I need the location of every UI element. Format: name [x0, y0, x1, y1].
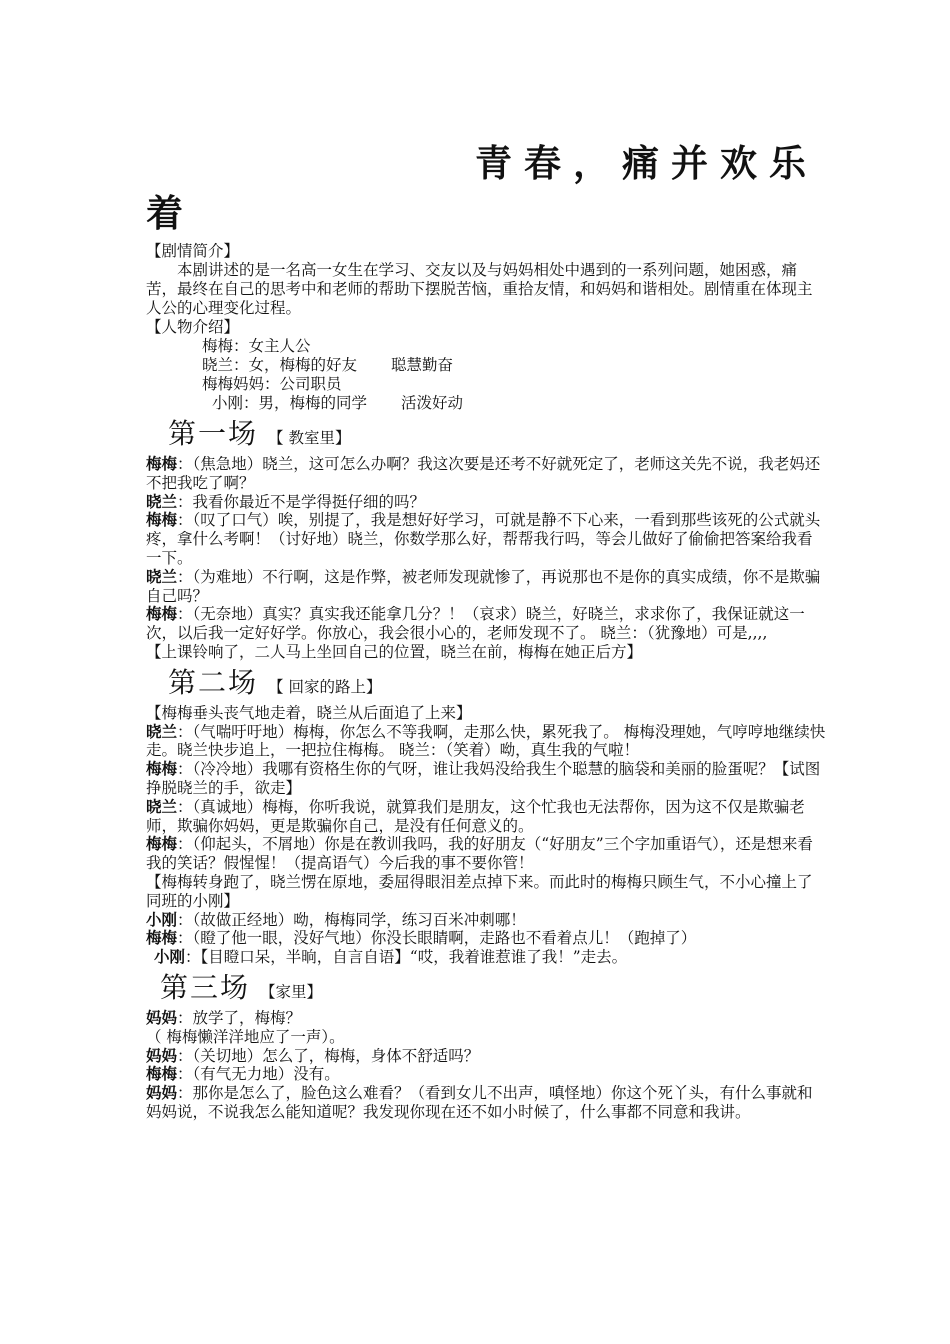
dialogue-line: [146, 1065, 826, 1084]
dialogue-line: [146, 704, 826, 723]
dialogue-line: [146, 911, 826, 930]
scene-heading: [146, 666, 826, 704]
dialogue-text: ：（关切地）怎么了，梅梅，身体不舒适吗？: [177, 1046, 480, 1065]
speaker-name: 妈妈: [146, 1045, 178, 1065]
dialogue-text: ：（为难地）不行啊，这是作弊，被老师发现就惨了，再说那也不是你的真实成绩，你不是欺骗自己吗？: [146, 567, 821, 605]
speaker-name: 梅梅: [146, 759, 178, 779]
play-title-line-1: 青春，痛并欢乐: [475, 141, 818, 185]
dialogue-line: [146, 568, 826, 606]
scene-title: 第二场: [168, 665, 259, 699]
intro-text: 本剧讲述的是一名高一女生在学习、交友以及与妈妈相处中遇到的一系列问题，她困惑，痛苦，最终在自己的思考中和老师的帮助下摆脱苦恼，重拾友情，和妈妈和谐相处。剧情重在体现主人公的心理变化过程。: [146, 261, 813, 317]
dialogue-text: ：（真诚地）梅梅，你听我说，就算我们是朋友，这个忙我也无法帮你，因为这不仅是欺骗老师，欺骗你妈妈，更是欺骗你自己，是没有任何意义的。: [146, 797, 805, 835]
character-item: 晓兰：女，梅梅的好友 聪慧勤奋: [202, 356, 454, 374]
characters-heading: 【人物介绍】: [146, 318, 240, 336]
speaker-name: 小刚: [154, 947, 186, 967]
dialogue-line: [146, 1047, 826, 1066]
speaker-name: 晓兰: [146, 721, 178, 741]
dialogue-text: ：（仰起头，不屑地）你是在教训我吗，我的好朋友（“好朋友”三个字加重语气），还是想来看我的笑话？假惺惺！（提高语气）今后我的事不要你管！: [146, 835, 813, 873]
dialogue-text: ：（焦急地）晓兰，这可怎么办啊？我这次要是还考不好就死定了，老师这关先不说，我老妈还不把我吃了啊？: [146, 455, 821, 492]
scene-location: 【 回家的路上】: [268, 677, 382, 696]
scene-title: 第三场: [160, 970, 251, 1004]
character-list: [146, 337, 826, 413]
speaker-name: 妈妈: [146, 1007, 178, 1027]
dialogue-line: [146, 643, 826, 662]
dialogue-text: 【梅梅转身跑了，晓兰愣在原地，委屈得眼泪差点掉下来。而此时的梅梅只顾生气，不小心撞上了同班的小刚】: [146, 872, 813, 910]
speaker-name: 晓兰: [146, 491, 178, 511]
dialogue-text: ：（故做正经地）呦，梅梅同学，练习百米冲刺哪！: [177, 910, 526, 929]
dialogue-line: [146, 835, 826, 873]
dialogue-line: [146, 873, 826, 911]
dialogue-text: ：（冷冷地）我哪有资格生你的气呀，谁让我妈没给我生个聪慧的脑袋和美丽的脸蛋呢？【试图挣脱晓兰的手，欲走】: [146, 760, 821, 797]
dialogue-text: 【梅梅垂头丧气地走着，晓兰从后面追了上来】: [146, 703, 472, 722]
dialogue-line: [146, 929, 826, 948]
dialogue-line: [146, 605, 826, 643]
speaker-name: 晓兰: [146, 566, 178, 586]
dialogue-text: ：（气喘吁吁地）梅梅，你怎么不等我啊，走那么快，累死我了。 梅梅没理她，气哼哼地继续快走。晓兰快步追上，一把拉住梅梅。 晓兰：（笑着）呦，真生我的气啦！: [146, 722, 826, 760]
scene-location: 【 教室里】: [268, 429, 351, 447]
dialogue-text: （ 梅梅懒洋洋地应了一声）。: [146, 1027, 345, 1046]
document-page: [146, 138, 826, 1122]
dialogue-line: [146, 1084, 826, 1122]
dialogue-text: ：那你是怎么了，脸色这么难看？（看到女儿不出声，嗔怪地）你这个死丫头，有什么事就和妈妈说，不说我怎么能知道呢？我发现你现在还不如小时候了，什么事都不同意和我讲。: [146, 1084, 813, 1121]
dialogue-line: [146, 1028, 826, 1047]
scenes-container: [146, 417, 826, 1122]
dialogue-line: [146, 1009, 826, 1028]
speaker-name: 梅梅: [146, 604, 178, 624]
speaker-name: 梅梅: [146, 834, 178, 854]
dialogue-text: 【上课铃响了，二人马上坐回自己的位置，晓兰在前，梅梅在她正后方】: [146, 642, 643, 661]
dialogue-line: [146, 723, 826, 761]
scene-title: 第一场: [168, 417, 259, 450]
speaker-name: 晓兰: [146, 796, 178, 816]
character-item: 梅梅：女主人公: [202, 337, 311, 355]
dialogue-text: ：【目瞪口呆，半晌，自言自语】“哎，我着谁惹谁了我！”走去。: [185, 948, 628, 967]
dialogue-line: [146, 948, 826, 967]
play-title-line-2: 着: [146, 191, 195, 235]
intro-heading: 【剧情简介】: [146, 242, 240, 260]
dialogue-text: ：放学了，梅梅？: [177, 1008, 302, 1027]
dialogue-text: ：（有气无力地）没有。: [177, 1065, 340, 1084]
speaker-name: 梅梅: [146, 1064, 178, 1084]
play-title: [146, 138, 826, 238]
dialogue-line: [146, 455, 826, 493]
dialogue-text: ：（瞪了他一眼，没好气地）你没长眼睛啊，走路也不看着点儿！（跑掉了）: [177, 929, 697, 948]
character-item: 梅梅妈妈：公司职员: [202, 375, 342, 393]
speaker-name: 小刚: [146, 909, 178, 929]
scene-heading: [146, 417, 826, 455]
dialogue-line: [146, 798, 826, 836]
dialogue-text: ：（叹了口气）唉，别提了，我是想好好学习，可就是静不下心来，一看到那些该死的公式就头疼，拿什么考啊！（讨好地）晓兰，你数学那么好，帮帮我行吗，等会儿做好了偷偷把答案给我看一下。: [146, 511, 821, 567]
character-item: 小刚：男，梅梅的同学 活泼好动: [212, 394, 464, 412]
scene-heading: [146, 971, 826, 1009]
dialogue-text: ：（无奈地）真实？真实我还能拿几分？！（哀求）晓兰，好晓兰，求求你了，我保证就这一次，以后我一定好好学。你放心，我会很小心的，老师发现不了。 晓兰：（犹豫地）可是,,,,: [146, 605, 805, 643]
dialogue-text: ：我看你最近不是学得挺仔细的吗？: [177, 492, 426, 511]
dialogue-line: [146, 493, 826, 512]
speaker-name: 妈妈: [146, 1083, 178, 1103]
dialogue-line: [146, 511, 826, 567]
dialogue-line: [146, 760, 826, 798]
speaker-name: 梅梅: [146, 510, 178, 530]
speaker-name: 梅梅: [146, 928, 178, 948]
scene-location: 【家里】: [260, 982, 323, 1001]
speaker-name: 梅梅: [146, 454, 178, 473]
